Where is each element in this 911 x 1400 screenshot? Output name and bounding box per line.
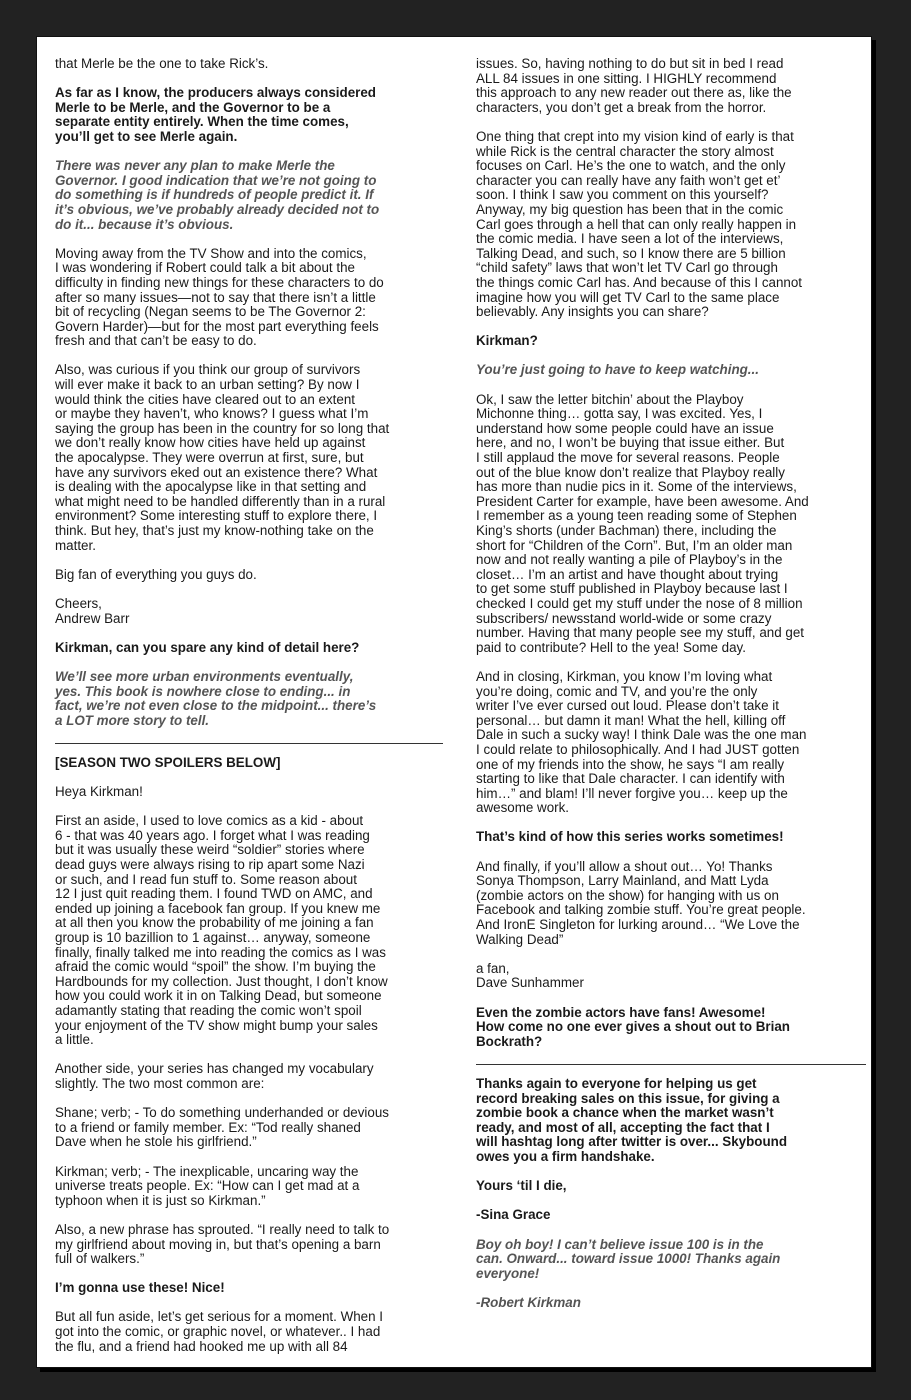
letter-paragraph: that Merle be the one to take Rick’s. [55, 56, 269, 71]
letter-paragraph: Ok, I saw the letter bitchin’ about the Playboy Michonne thing… gotta say, I was excited. Yes, I understand how some people could have an issue here, and no, I won’t be buying that issue either. But I still applaud the move for several reasons. People out of the blue know don’t realize that Playboy really has more than nudie pics in it. Some of the interviews, President Carter for example, have been awesome. And I remember as a young teen reading some of Stephen King’s shorts (under Bachman) there, including the short for “Children of the Corn”. But, I’m an older man now and not really wanting a pile of Playboy’s in the closet… I’m an artist and have thought about trying to get some stuff published in Playboy because last I checked I could get my stuff under the nose of 8 million subscribers/ newsstand world-wide or some crazy number. Having that many people see my stuff, and get paid to contribute? Hell to the yea! Some day. [476, 391, 809, 655]
letter-paragraph: Also, was curious if you think our group of survivors will ever make it back to an urban setting? By now I would think the cities have cleared out to an extent or maybe they haven’t, who knows? I guess what I’m saying the group has been in the country for so long that we don’t really know how cities have held up against the apocalypse. They were overrun at first, sure, but have any survivors eked out an existence there? What is dealing with the apocalypse like in that setting and what might need to be handled differently than in a rural environment? Some interesting stuff to explore there, I think. But hey, that’s just my know-nothing take on the matter. [55, 362, 390, 553]
editor-response-bold: That’s kind of how this series works sometimes! [476, 829, 784, 845]
letter-paragraph: And in closing, Kirkman, you know I’m loving what you’re doing, comic and TV, and you’re the only writer I’ve ever cursed out loud. Please don’t take it personal… but damn it man! What the hell, killing off Dale in such a sucky way! I think Dale was the one man I could relate to philosophically. And I had JUST gotten one of my friends into the show, he says “I am really starting to like that Dale character. I can identify with him…” and blam! I’ll never forgive you… keep up the awesome work. [476, 668, 807, 816]
letter-paragraph: Moving away from the TV Show and into the comics, I was wondering if Robert could talk a bit about the difficulty in finding new things for these characters to do after so many issues—not to say that there isn’t a little bit of recycling (Negan seems to be The Governor 2: Govern Harder)—but for the most part everything feels fresh and that can’t be easy to do. [55, 245, 384, 349]
editor-response-italic: -Robert Kirkman [476, 1294, 581, 1310]
editor-response-bold: Even the zombie actors have fans! Awesome! How come no one ever gives a shout out to Brian Bockrath? [476, 1004, 790, 1049]
letter-paragraph: And finally, if you’ll allow a shout out… Yo! Thanks Sonya Thompson, Larry Mainland, and Matt Lyda (zombie actors on the show) for hanging with us on Facebook and talking zombie stuff. You’re great people. And IronE Singleton for lurking around… “We Love the Walking Dead” [476, 858, 806, 947]
editor-response-bold: Yours ‘til I die, [476, 1178, 567, 1194]
editor-response-bold: -Sina Grace [476, 1207, 551, 1223]
section-divider [476, 1064, 866, 1065]
letter-paragraph: Also, a new phrase has sprouted. “I really need to talk to my girlfriend about moving in, but that’s opening a barn full of walkers.” [55, 1221, 390, 1267]
editor-response-bold: Kirkman, can you spare any kind of detail here? [55, 639, 360, 655]
editor-response-italic: There was never any plan to make Merle the Governor. I good indication that we’re not going to do something is if hundreds of people predict it. If it’s obvious, we’ve probably already decided not to do it... because it’s obvious. [55, 158, 380, 232]
letter-paragraph: Big fan of everything you guys do. [55, 566, 257, 582]
editor-response-italic: We’ll see more urban environments eventually, yes. This book is nowhere close to ending... in fact, we’re not even close to the midpoint... there’s a LOT more story to tell. [55, 668, 377, 728]
letters-page [36, 36, 872, 1368]
editor-response-italic: Boy oh boy! I can’t believe issue 100 is in the can. Onward... toward issue 1000! Thanks again everyone! [476, 1236, 781, 1281]
letter-paragraph: One thing that crept into my vision kind of early is that while Rick is the central character the story almost focuses on Carl. He’s the one to watch, and the only character you can really have any faith won’t get et’ soon. I think I saw you comment on this yourself? Anyway, my big question has been that in the comic Carl goes through a hell that can only really happen in the comic media. I have seen a lot of the interviews, Talking Dead, and such, so I know there are 5 billion “child safety” laws that won’t let TV Carl go through the things comic Carl has. And because of this I cannot imagine how you will get TV Carl to the same place believably. Any insights you can share? [476, 128, 803, 320]
letter-paragraph: But all fun aside, let’s get serious for a moment. When I got into the comic, or graphic novel, or whatever.. I had the flu, and a friend had hooked me up with all 84 [55, 1309, 383, 1354]
editor-response-italic: You’re just going to have to keep watching... [476, 362, 759, 378]
section-divider [55, 743, 443, 744]
letter-paragraph: Heya Kirkman! [55, 784, 143, 800]
letter-paragraph: a fan, Dave Sunhammer [476, 960, 584, 991]
editor-response-bold: As far as I know, the producers always considered Merle to be Merle, and the Governor to be a separate entity entirely. When the time comes, you’ll get to see Merle again. [55, 85, 376, 144]
editor-response-bold: [SEASON TWO SPOILERS BELOW] [55, 754, 281, 770]
letter-paragraph: Cheers, Andrew Barr [55, 595, 130, 626]
letter-paragraph: Kirkman; verb; - The inexplicable, uncaring way the universe treats people. Ex: “How can I get mad at a typhoon when it is just so Kirkman.” [55, 1163, 360, 1208]
editor-response-bold: Thanks again to everyone for helping us get record breaking sales on this issue, for giving a zombie book a chance when the market wasn’t ready, and most of all, accepting the fact that I will hashtag long after twitter is over... Skybound owes you a firm handshake. [476, 1075, 788, 1164]
right-column [476, 57, 866, 1325]
letter-paragraph: First an aside, I used to love comics as a kid - about 6 - that was 40 years ago. I forget what I was reading but it was usually these weird “soldier” stories where dead guys were always rising to rip apart some Nazi or such, and I read fun stuff to. Some reason about 12 I just quit reading them. I found TWD on AMC, and ended up joining a facebook fan group. If you knew me at all then you know the probability of me joining a fan group is 10 bazillion to 1 against… anyway, someone finally, finally talked me into reading the comics as I was afraid the comic would “spoil” the show. I’m buying the Hardbounds for my collection. Just thought, I don’t know how you could work it in on Talking Dead, but someone adamantly stating that reading the comic won’t spoil your enjoyment of the TV show might bump your sales a little. [55, 813, 388, 1048]
left-column [55, 57, 443, 1368]
editor-response-bold: Kirkman? [476, 333, 538, 349]
editor-response-bold: I’m gonna use these! Nice! [55, 1280, 225, 1296]
letter-paragraph: Another side, your series has changed my vocabulary slightly. The two most common are: [55, 1061, 374, 1091]
letter-paragraph: issues. So, having nothing to do but sit in bed I read ALL 84 issues in one sitting. I HIGHLY recommend this approach to any new reader out there as, like the characters, you don’t get a break from the horror. [476, 56, 792, 115]
letter-paragraph: Shane; verb; - To do something underhanded or devious to a friend or family member. Ex: “Tod really shaned Dave when he stole his girlfriend.” [55, 1105, 389, 1150]
